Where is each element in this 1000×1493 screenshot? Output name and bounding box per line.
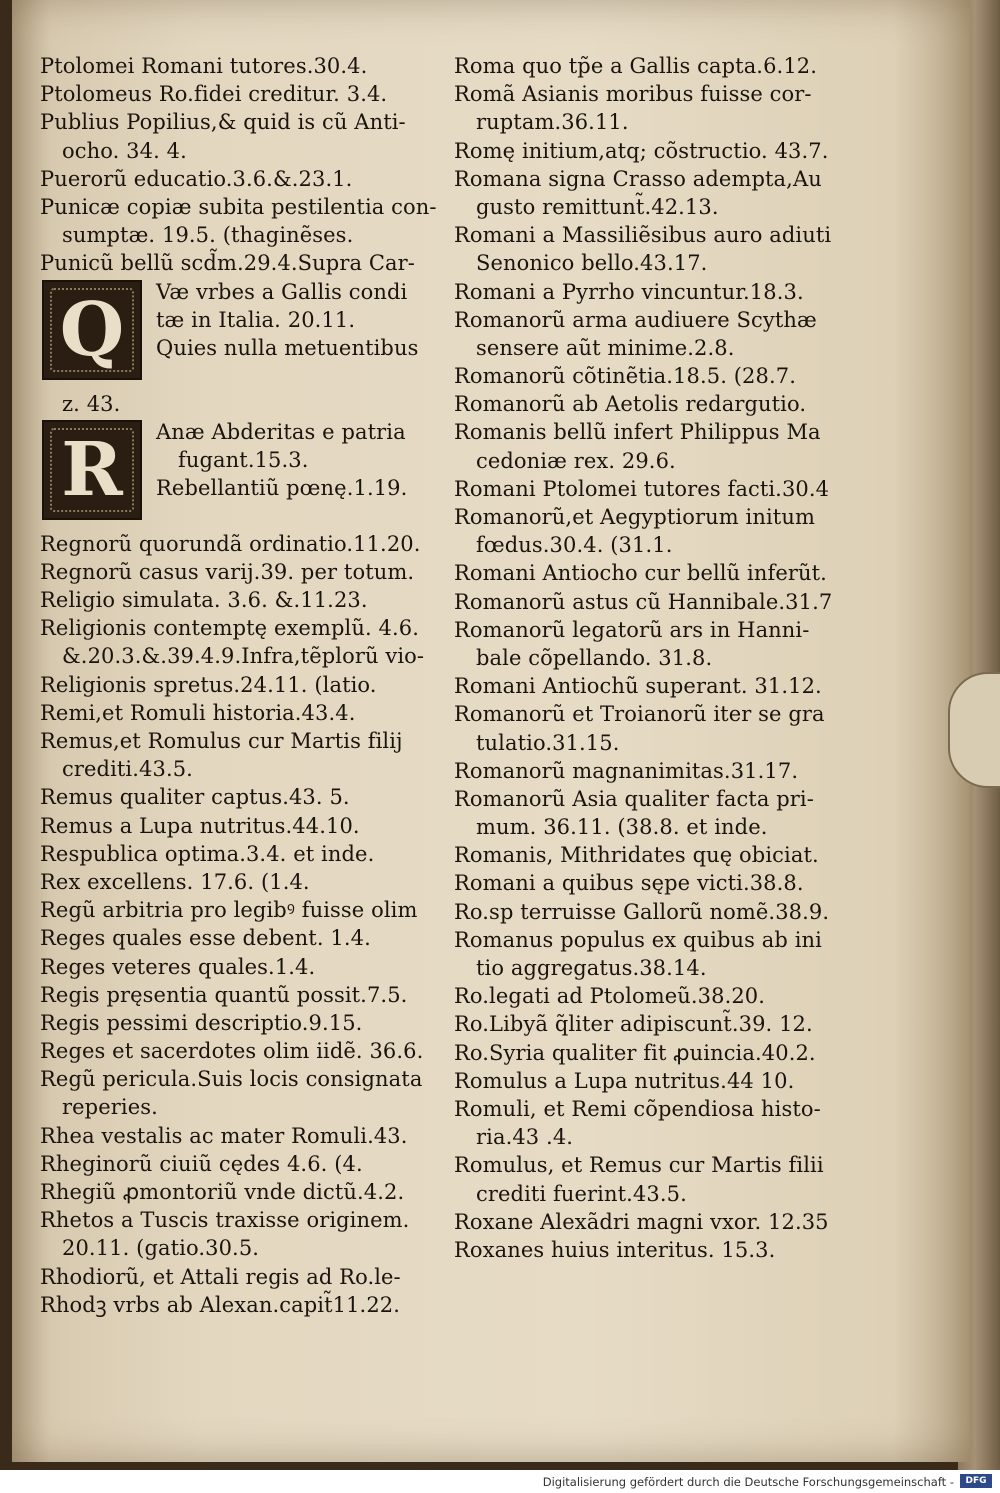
- decorated-initial-r: R: [42, 420, 142, 520]
- index-entry: Romulus, et Remus cur Martis filii: [454, 1153, 824, 1178]
- index-entry: Punicæ copiæ subita pestilentia con-: [40, 194, 437, 219]
- index-entry: Publius Popilius,& quid is cũ Anti-: [40, 110, 406, 135]
- book-clasp: [948, 672, 1000, 788]
- index-entry: Ro.sp terruisse Gallorũ nomẽ.38.9.: [454, 899, 830, 924]
- index-entry: Romanorũ et Troianorũ iter se gra: [454, 702, 825, 727]
- index-entry: Remi,et Romuli historia.43.4.: [40, 700, 356, 725]
- index-entry: Senonico bello.43.17.: [476, 251, 708, 276]
- index-entry: Rebellantiũ pœnę.1.19.: [156, 476, 408, 501]
- index-entry: Remus a Lupa nutritus.44.10.: [40, 813, 360, 838]
- index-entry: Romanorũ arma audiuere Scythæ: [454, 307, 817, 332]
- index-entry: Romanorũ cõtinẽtia.18.5. (28.7.: [454, 364, 796, 389]
- index-entry: Puerorũ educatio.3.6.&.23.1.: [40, 166, 353, 191]
- right-entries: [454, 52, 846, 1264]
- index-entry: Regnorũ quorundã ordinatio.11.20.: [40, 531, 421, 556]
- index-entry: Romana signa Crasso adempta,Au: [454, 166, 822, 191]
- index-entry: Rhetos a Tuscis traxisse originem.: [40, 1208, 410, 1233]
- index-entry: Væ vrbes a Gallis condi: [156, 279, 408, 304]
- index-entry: Romanorũ,et Aegyptiorum initum: [454, 505, 815, 529]
- index-entry: bale cõpellando. 31.8.: [476, 645, 713, 670]
- initial-r-lines: [156, 418, 446, 503]
- initial-q-lines: [156, 278, 446, 363]
- index-entry: crediti.43.5.: [62, 757, 193, 782]
- index-entry: z. 43.: [62, 391, 121, 416]
- index-entry: Romuli, et Remi cõpendiosa histo-: [454, 1096, 821, 1121]
- index-entry: Reges et sacerdotes olim iidẽ. 36.6.: [40, 1039, 424, 1064]
- index-entry: &.20.3.&.39.4.9.Infra,tẽplorũ vio-: [62, 644, 425, 669]
- index-entry: Regũ arbitria pro legibꝰ fuisse olim: [40, 898, 418, 923]
- index-entry: Romani Ptolomei tutores facti.30.4: [454, 476, 830, 501]
- index-entry: ruptam.36.11.: [476, 110, 629, 135]
- decorated-initial-q: Q: [42, 280, 142, 380]
- index-entry: Religionis contemptę exemplũ. 4.6.: [40, 616, 419, 641]
- index-entry: Romani a Pyrrho vincuntur.18.3.: [454, 279, 804, 304]
- index-entry: Remus,et Romulus cur Martis filij: [40, 729, 403, 753]
- index-entry: Religionis spretus.24.11. (latio.: [40, 672, 377, 697]
- index-entry: reperies.: [62, 1095, 158, 1120]
- index-entry: crediti fuerint.43.5.: [476, 1181, 687, 1206]
- index-entry: Rheginorũ ciuiũ cędes 4.6. (4.: [40, 1151, 363, 1176]
- index-entry: gusto remittunt̃.42.13.: [476, 194, 719, 219]
- index-entry: Rhodiorũ, et Attali regis ad Ro.le-: [40, 1264, 401, 1289]
- index-entry: Romani a Massiliẽsibus auro adiuti: [454, 223, 832, 248]
- index-entry: ria.43 .4.: [476, 1125, 574, 1150]
- index-entry: Regis pessimi descriptio.9.15.: [40, 1010, 363, 1035]
- index-entry: Respublica optima.3.4. et inde.: [40, 841, 375, 866]
- index-entry: sumptæ. 19.5. (thaginẽses.: [62, 223, 354, 248]
- index-entry: Romanorũ astus cũ Hannibale.31.7: [454, 589, 833, 614]
- left-entries-top: [40, 52, 440, 278]
- dfg-logo-icon: DFG: [960, 1474, 992, 1488]
- index-entry: Anæ Abderitas e patria: [156, 419, 406, 444]
- index-entry: Ptolomei Romani tutores.30.4.: [40, 54, 368, 78]
- initial-block-r: [40, 418, 440, 530]
- index-entry: Quies nulla metuentibus: [156, 335, 419, 360]
- index-entry: Romani Antiocho cur bellũ inferũt.: [454, 561, 827, 586]
- index-entry: Roma quo tp̃e a Gallis capta.6.12.: [454, 54, 818, 78]
- index-entry: Romanis bellũ infert Philippus Ma: [454, 420, 821, 445]
- index-entry: Romanorũ Asia qualiter facta pri-: [454, 786, 814, 811]
- digitization-footer: [0, 1470, 1000, 1493]
- index-entry: Romanis, Mithridates quę obiciat.: [454, 843, 819, 868]
- index-entry: Romulus a Lupa nutritus.44 10.: [454, 1068, 795, 1093]
- right-column: [454, 52, 846, 1264]
- index-entry: Romani a quibus sępe victi.38.8.: [454, 871, 804, 896]
- index-entry: Romanorũ legatorũ ars in Hanni-: [454, 617, 810, 642]
- index-entry: mum. 36.11. (38.8. et inde.: [476, 815, 768, 840]
- index-entry: Romanus populus ex quibus ab ini: [454, 927, 822, 952]
- index-entry: Romani Antiochũ superant. 31.12.: [454, 674, 822, 699]
- index-entry: tulatio.31.15.: [476, 730, 620, 755]
- index-entry: ocho. 34. 4.: [62, 138, 187, 163]
- index-entry: Punicũ bellũ scd̃m.29.4.Supra Car-: [40, 251, 415, 276]
- index-entry: fœdus.30.4. (31.1.: [476, 533, 673, 558]
- index-entry: Roxanes huius interitus. 15.3.: [454, 1237, 776, 1262]
- index-entry: Romanorũ ab Aetolis redargutio.: [454, 392, 807, 417]
- index-entry: Rhegiũ ꝓmontoriũ vnde dictũ.4.2.: [40, 1180, 405, 1204]
- left-column: [40, 52, 440, 1319]
- index-entry: 20.11. (gatio.30.5.: [62, 1236, 260, 1261]
- index-entry: Ro.Syria qualiter fit ꝓuincia.40.2.: [454, 1040, 816, 1065]
- index-entry: Reges veteres quales.1.4.: [40, 954, 316, 979]
- index-entry: sensere aũt minime.2.8.: [476, 335, 735, 360]
- index-entry: Regnorũ casus varij.39. per totum.: [40, 559, 415, 584]
- index-entry: Romã Asianis moribus fuisse cor-: [454, 82, 812, 107]
- index-entry: Regis pręsentia quantũ possit.7.5.: [40, 982, 408, 1007]
- index-entry: Ro.legati ad Ptolomeũ.38.20.: [454, 984, 766, 1009]
- initial-block-q: [40, 278, 440, 390]
- index-entry: Rhodꝫ vrbs ab Alexan.capit̃11.22.: [40, 1292, 401, 1317]
- index-entry: tæ in Italia. 20.11.: [156, 307, 356, 332]
- index-entry: Roxane Alexãdri magni vxor. 12.35: [454, 1209, 829, 1234]
- index-entry: Ro.Libyã q̃liter adipiscunt̃.39. 12.: [454, 1012, 813, 1037]
- index-entry: fugant.15.3.: [178, 447, 309, 472]
- index-entry: Regũ pericula.Suis locis consignata: [40, 1067, 423, 1092]
- index-entry: cedoniæ rex. 29.6.: [476, 448, 676, 473]
- index-entry: Rex excellens. 17.6. (1.4.: [40, 869, 310, 894]
- index-entry: Ptolomeus Ro.fidei creditur. 3.4.: [40, 82, 388, 107]
- index-entry: Romanorũ magnanimitas.31.17.: [454, 758, 799, 783]
- index-entry: Rhea vestalis ac mater Romuli.43.: [40, 1123, 408, 1148]
- index-entry: tio aggregatus.38.14.: [476, 956, 707, 980]
- index-entry: Romę initium,atq; cõstructio. 43.7.: [454, 138, 829, 163]
- index-entry: Religio simulata. 3.6. &.11.23.: [40, 588, 368, 613]
- footer-text: Digitalisierung gefördert durch die Deutsche Forschungsgemeinschaft -: [542, 1475, 954, 1489]
- left-entries-bottom: [40, 530, 440, 1319]
- index-entry: Remus qualiter captus.43. 5.: [40, 785, 350, 810]
- index-entry: Reges quales esse debent. 1.4.: [40, 926, 371, 951]
